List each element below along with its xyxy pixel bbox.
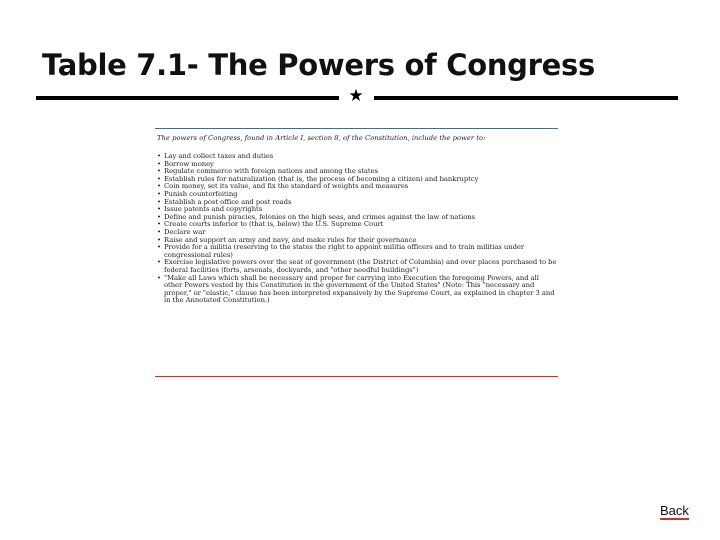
list-item-text: Declare war: [164, 227, 206, 236]
list-item: [157, 153, 557, 161]
list-item-text: Coin money, set its value, and fix the standard of weights and measures: [164, 182, 409, 191]
list-item-text: Regulate commerce with foreign nations and among the states: [164, 167, 378, 176]
list-item-text: Provide for a militia (reserving to the states the right to appoint militia officers and to train militias under congressional rules): [164, 243, 525, 259]
list-item-text: Establish a post office and post roads: [164, 197, 292, 206]
bullet-icon: •: [157, 152, 161, 160]
list-item-text: Issue patents and copyrights: [164, 205, 263, 214]
bullet-icon: •: [157, 227, 161, 236]
table-top-border: [155, 128, 558, 129]
list-item-text: Raise and support an army and navy, and make rules for their governance: [164, 235, 417, 244]
table-bottom-border: [155, 376, 558, 377]
powers-list: [157, 153, 557, 305]
bullet-icon: •: [157, 205, 161, 214]
list-item-text: Establish rules for naturalization (that is, the process of becoming a citizen) and bankruptcy: [164, 174, 479, 183]
bullet-icon: •: [157, 212, 161, 221]
bullet-icon: •: [157, 243, 161, 252]
bullet-icon: •: [157, 159, 161, 168]
bullet-icon: •: [157, 258, 161, 267]
bullet-icon: •: [157, 235, 161, 244]
divider-left: [36, 96, 339, 100]
list-item-text: Define and punish piracies, felonies on the high seas, and crimes against the law of nations: [164, 212, 475, 221]
bullet-icon: •: [157, 273, 161, 282]
list-item: [157, 259, 557, 274]
list-item-text: Create courts inferior to (that is, below) the U.S. Supreme Court: [164, 220, 384, 229]
list-item-text: Punish counterfeiting: [164, 189, 238, 198]
list-item-text: Exercise legislative powers over the seat of government (the District of Columbia) and over places purchased to be federal facilities (forts, arsenals, dockyards, and "other needful buildings"): [164, 258, 557, 274]
back-link[interactable]: Back: [660, 503, 689, 518]
list-item: [157, 275, 557, 305]
bullet-icon: •: [157, 197, 161, 206]
list-item: [157, 244, 557, 259]
slide-title: Table 7.1- The Powers of Congress: [42, 48, 595, 82]
divider-right: [374, 96, 678, 100]
bullet-icon: •: [157, 174, 161, 183]
bullet-icon: •: [157, 167, 161, 176]
list-item-text: "Make all Laws which shall be necessary and proper for carrying into Execution the foregoing Powers, and all other Powers vested by this Constitution in the government of the United States" (Note: This "necessary and proper," or "elastic," clause has been interpreted expansively by the Supreme Court, as explained in chapter 3 and in the Annotated Constitution.): [164, 273, 555, 305]
list-item: [157, 221, 557, 229]
list-item-text: Lay and collect taxes and duties: [164, 152, 274, 160]
bullet-icon: •: [157, 182, 161, 191]
list-item-text: Borrow money: [164, 159, 214, 168]
bullet-icon: •: [157, 189, 161, 198]
bullet-icon: •: [157, 220, 161, 229]
star-icon: ★: [348, 86, 364, 105]
table-intro: The powers of Congress, found in Article I, section 8, of the Constitution, include the power to:: [157, 134, 486, 142]
powers-table: [155, 126, 558, 378]
